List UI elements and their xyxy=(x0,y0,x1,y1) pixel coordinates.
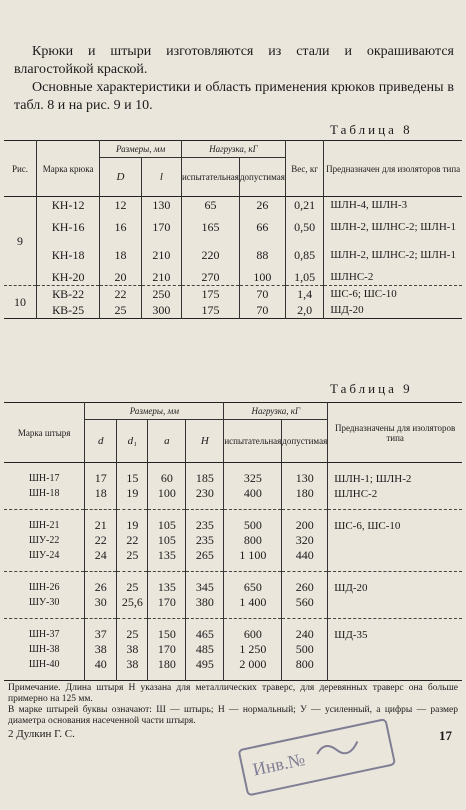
D-cell: 20 xyxy=(100,269,142,286)
weight-cell: 0,50 xyxy=(285,213,323,241)
table-8-caption: Таблица 8 xyxy=(330,122,413,137)
header-allow: допустимая xyxy=(282,420,328,463)
l-cell: 130 xyxy=(141,197,181,214)
table-row xyxy=(4,548,462,572)
allow-cell: 130 xyxy=(282,463,328,487)
allow-cell: 70 xyxy=(239,302,285,319)
table-row xyxy=(4,642,462,657)
purpose-cell: ШЛН-4, ШЛН-3 xyxy=(330,199,408,211)
table-row xyxy=(4,213,462,241)
header-purpose: Предназначены для изоляторов типа xyxy=(328,403,462,463)
brand-cell: ШУ-24 xyxy=(4,548,85,572)
brand-cell: ШН-37 xyxy=(4,619,85,643)
table-row xyxy=(4,463,462,487)
purpose-cell xyxy=(328,657,462,681)
header-allow: допустимая xyxy=(239,158,285,197)
table-row xyxy=(4,302,462,319)
test-cell: 175 xyxy=(181,286,239,303)
intro-paragraph-2: Основные характеристики и область применения крюков приведены в табл. 8 и на рис. 9 и 10. xyxy=(14,80,454,113)
header-d1: d₁ xyxy=(117,420,148,463)
D-cell: 22 xyxy=(100,286,142,303)
table-row xyxy=(4,197,462,214)
H-cell: 185 xyxy=(186,463,224,487)
header-test: испытательная xyxy=(181,158,239,197)
l-cell: 210 xyxy=(141,269,181,286)
table-row xyxy=(4,533,462,548)
d1-cell: 25 xyxy=(117,619,148,643)
header-brand: Марка крюка xyxy=(37,141,100,197)
test-cell: 175 xyxy=(181,302,239,319)
note-paragraph-2: В марке штырей буквы означают: Ш — штырь; Н — нормальный; У — усиленный, а цифры — размер диаметра основания насеченной части штыря. xyxy=(8,705,458,726)
brand-cell: КН-12 xyxy=(37,197,100,214)
d-cell: 40 xyxy=(85,657,117,681)
purpose-cell: ШЛН-2, ШЛНС-2; ШЛН-1 xyxy=(330,249,456,261)
d-cell: 22 xyxy=(85,533,117,548)
test-cell: 1 400 xyxy=(224,595,282,619)
a-cell: 105 xyxy=(148,510,186,534)
H-cell: 235 xyxy=(186,533,224,548)
purpose-cell xyxy=(328,548,462,572)
allow-cell: 66 xyxy=(239,213,285,241)
d1-cell: 15 xyxy=(117,463,148,487)
header-fig: Рис. xyxy=(4,141,37,197)
purpose-cell xyxy=(328,642,462,657)
H-cell: 495 xyxy=(186,657,224,681)
purpose-cell: ШЛНС-2 xyxy=(334,487,378,500)
purpose-cell: ШД-20 xyxy=(330,304,364,316)
table-row xyxy=(4,286,462,303)
test-cell: 800 xyxy=(224,533,282,548)
a-cell: 180 xyxy=(148,657,186,681)
test-cell: 220 xyxy=(181,241,239,269)
signature-mark: 2 Дулкин Г. С. xyxy=(8,728,75,740)
weight-cell: 0,21 xyxy=(285,197,323,214)
brand-cell: КН-20 xyxy=(37,269,100,286)
H-cell: 230 xyxy=(186,486,224,510)
brand-cell: ШН-18 xyxy=(4,486,85,510)
purpose-cell xyxy=(328,595,462,619)
brand-cell: КВ-22 xyxy=(37,286,100,303)
weight-cell: 0,85 xyxy=(285,241,323,269)
header-sizes: Размеры, мм xyxy=(100,141,182,158)
a-cell: 170 xyxy=(148,595,186,619)
H-cell: 265 xyxy=(186,548,224,572)
test-cell: 270 xyxy=(181,269,239,286)
test-cell: 1 250 xyxy=(224,642,282,657)
brand-cell: КН-16 xyxy=(37,213,100,241)
test-cell: 2 000 xyxy=(224,657,282,681)
brand-cell: ШН-38 xyxy=(4,642,85,657)
purpose-cell: ШЛНС-2 xyxy=(330,271,374,283)
D-cell: 16 xyxy=(100,213,142,241)
d1-cell: 19 xyxy=(117,486,148,510)
allow-cell: 260 xyxy=(282,572,328,596)
d-cell: 30 xyxy=(85,595,117,619)
header-load: Нагрузка, кГ xyxy=(224,403,328,420)
allow-cell: 800 xyxy=(282,657,328,681)
header-brand: Марка штыря xyxy=(4,403,85,463)
d-cell: 37 xyxy=(85,619,117,643)
a-cell: 170 xyxy=(148,642,186,657)
table-row xyxy=(4,572,462,596)
table-8 xyxy=(4,140,462,319)
a-cell: 105 xyxy=(148,533,186,548)
d-cell: 26 xyxy=(85,572,117,596)
header-H: H xyxy=(186,420,224,463)
table-row xyxy=(4,619,462,643)
l-cell: 210 xyxy=(141,241,181,269)
brand-cell: КВ-25 xyxy=(37,302,100,319)
weight-cell: 1,05 xyxy=(285,269,323,286)
intro-text xyxy=(14,43,454,115)
d-cell: 18 xyxy=(85,486,117,510)
d1-cell: 38 xyxy=(117,642,148,657)
d1-cell: 22 xyxy=(117,533,148,548)
allow-cell: 88 xyxy=(239,241,285,269)
test-cell: 650 xyxy=(224,572,282,596)
header-sizes: Размеры, мм xyxy=(85,403,224,420)
D-cell: 12 xyxy=(100,197,142,214)
l-cell: 170 xyxy=(141,213,181,241)
D-cell: 18 xyxy=(100,241,142,269)
weight-cell: 2,0 xyxy=(285,302,323,319)
test-cell: 325 xyxy=(224,463,282,487)
purpose-cell: ШД-20 xyxy=(334,581,368,594)
note-paragraph-1: Примечание. Длина штыря H указана для металлических траверс, для деревянных траверс она больше примерно на 125 мм. xyxy=(8,683,458,704)
header-d: d xyxy=(85,420,117,463)
header-a: a xyxy=(148,420,186,463)
brand-cell: ШУ-30 xyxy=(4,595,85,619)
d1-cell: 19 xyxy=(117,510,148,534)
header-load: Нагрузка, кГ xyxy=(181,141,285,158)
table-row xyxy=(4,269,462,286)
a-cell: 60 xyxy=(148,463,186,487)
allow-cell: 560 xyxy=(282,595,328,619)
fig-cell: 10 xyxy=(4,286,37,319)
header-D: D xyxy=(100,158,142,197)
H-cell: 345 xyxy=(186,572,224,596)
a-cell: 100 xyxy=(148,486,186,510)
H-cell: 485 xyxy=(186,642,224,657)
allow-cell: 440 xyxy=(282,548,328,572)
allow-cell: 500 xyxy=(282,642,328,657)
stamp-text: Инв.№ xyxy=(250,749,307,780)
brand-cell: ШН-26 xyxy=(4,572,85,596)
allow-cell: 320 xyxy=(282,533,328,548)
test-cell: 1 100 xyxy=(224,548,282,572)
page-number: 17 xyxy=(439,728,452,743)
brand-cell: ШН-21 xyxy=(4,510,85,534)
fig-cell: 9 xyxy=(4,197,37,286)
purpose-cell: ШЛН-1; ШЛН-2 xyxy=(334,472,412,485)
brand-cell: ШН-40 xyxy=(4,657,85,681)
a-cell: 150 xyxy=(148,619,186,643)
d1-cell: 38 xyxy=(117,657,148,681)
d-cell: 38 xyxy=(85,642,117,657)
d1-cell: 25 xyxy=(117,572,148,596)
allow-cell: 200 xyxy=(282,510,328,534)
d1-cell: 25 xyxy=(117,548,148,572)
H-cell: 235 xyxy=(186,510,224,534)
table-row xyxy=(4,657,462,681)
H-cell: 380 xyxy=(186,595,224,619)
header-weight: Вес, кг xyxy=(285,141,323,197)
test-cell: 500 xyxy=(224,510,282,534)
test-cell: 400 xyxy=(224,486,282,510)
d1-cell: 25,6 xyxy=(117,595,148,619)
table-row xyxy=(4,486,462,510)
brand-cell: ШУ-22 xyxy=(4,533,85,548)
d-cell: 17 xyxy=(85,463,117,487)
brand-cell: КН-18 xyxy=(37,241,100,269)
header-purpose: Предназначен для изоляторов типа xyxy=(324,141,462,197)
allow-cell: 180 xyxy=(282,486,328,510)
a-cell: 135 xyxy=(148,548,186,572)
purpose-cell: ШД-35 xyxy=(334,628,368,641)
table-row xyxy=(4,241,462,269)
allow-cell: 26 xyxy=(239,197,285,214)
l-cell: 300 xyxy=(141,302,181,319)
purpose-cell xyxy=(328,533,462,548)
table-row xyxy=(4,510,462,534)
table-9 xyxy=(4,402,462,681)
header-l: l xyxy=(141,158,181,197)
test-cell: 65 xyxy=(181,197,239,214)
allow-cell: 100 xyxy=(239,269,285,286)
D-cell: 25 xyxy=(100,302,142,319)
H-cell: 465 xyxy=(186,619,224,643)
table-9-caption: Таблица 9 xyxy=(330,381,413,396)
d-cell: 21 xyxy=(85,510,117,534)
intro-paragraph-1: Крюки и штыри изготовляются из стали и окрашиваются влагостойкой краской. xyxy=(14,44,454,77)
l-cell: 250 xyxy=(141,286,181,303)
test-cell: 165 xyxy=(181,213,239,241)
brand-cell: ШН-17 xyxy=(4,463,85,487)
header-test: испытательная xyxy=(224,420,282,463)
table-row xyxy=(4,595,462,619)
allow-cell: 70 xyxy=(239,286,285,303)
purpose-cell: ШС-6, ШС-10 xyxy=(334,519,401,532)
test-cell: 600 xyxy=(224,619,282,643)
weight-cell: 1,4 xyxy=(285,286,323,303)
purpose-cell: ШЛН-2, ШЛНС-2; ШЛН-1 xyxy=(330,221,456,233)
purpose-cell: ШС-6; ШС-10 xyxy=(330,288,397,300)
allow-cell: 240 xyxy=(282,619,328,643)
a-cell: 135 xyxy=(148,572,186,596)
d-cell: 24 xyxy=(85,548,117,572)
